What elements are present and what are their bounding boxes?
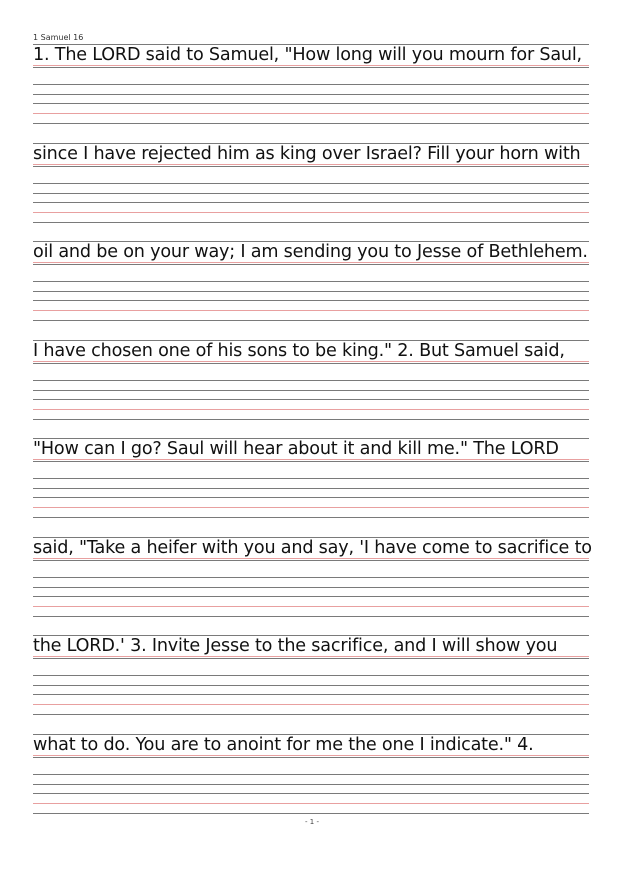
red-guide-line xyxy=(33,310,589,311)
gray-guide-line xyxy=(33,390,589,391)
gray-guide-line xyxy=(33,84,589,85)
practice-line xyxy=(33,241,589,321)
gray-guide-line xyxy=(33,94,589,95)
gray-guide-line xyxy=(33,300,589,301)
gray-guide-line xyxy=(33,784,589,785)
gray-guide-line xyxy=(33,103,589,104)
gray-guide-line xyxy=(33,488,589,489)
gray-guide-line xyxy=(33,694,589,695)
gray-guide-line xyxy=(33,757,589,758)
red-guide-line xyxy=(33,803,589,804)
verse-text: the LORD.' 3. Invite Jesse to the sacrifice, and I will show you xyxy=(33,636,558,656)
red-guide-line xyxy=(33,113,589,114)
red-guide-line xyxy=(33,409,589,410)
gray-guide-line xyxy=(33,714,589,715)
page-number: - 1 - xyxy=(305,818,319,826)
gray-guide-line xyxy=(33,320,589,321)
gray-guide-line xyxy=(33,399,589,400)
gray-guide-line xyxy=(33,616,589,617)
gray-guide-line xyxy=(33,813,589,814)
verse-text: "How can I go? Saul will hear about it and kill me." The LORD xyxy=(33,439,559,459)
verse-text: since I have rejected him as king over Israel? Fill your horn with xyxy=(33,144,581,164)
gray-guide-line xyxy=(33,264,589,265)
gray-guide-line xyxy=(33,793,589,794)
gray-guide-line xyxy=(33,675,589,676)
gray-guide-line xyxy=(33,291,589,292)
gray-guide-line xyxy=(33,587,589,588)
red-guide-line xyxy=(33,606,589,607)
gray-guide-line xyxy=(33,380,589,381)
practice-line xyxy=(33,734,589,814)
gray-guide-line xyxy=(33,596,589,597)
red-guide-line xyxy=(33,507,589,508)
gray-guide-line xyxy=(33,363,589,364)
red-guide-line xyxy=(33,212,589,213)
verse-text: what to do. You are to anoint for me the one I indicate." 4. xyxy=(33,735,534,755)
gray-guide-line xyxy=(33,123,589,124)
page-header: 1 Samuel 16 xyxy=(33,33,84,42)
gray-guide-line xyxy=(33,193,589,194)
gray-guide-line xyxy=(33,166,589,167)
red-guide-line xyxy=(33,704,589,705)
verse-text: 1. The LORD said to Samuel, "How long will you mourn for Saul, xyxy=(33,45,582,65)
gray-guide-line xyxy=(33,774,589,775)
gray-guide-line xyxy=(33,461,589,462)
gray-guide-line xyxy=(33,685,589,686)
verse-text: said, "Take a heifer with you and say, 'I have come to sacrifice to xyxy=(33,538,592,558)
gray-guide-line xyxy=(33,222,589,223)
practice-line xyxy=(33,537,592,617)
gray-guide-line xyxy=(33,658,589,659)
practice-line xyxy=(33,143,589,223)
gray-guide-line xyxy=(33,497,589,498)
practice-line xyxy=(33,340,589,420)
verse-text: I have chosen one of his sons to be king." 2. But Samuel said, xyxy=(33,341,565,361)
gray-guide-line xyxy=(33,478,589,479)
gray-guide-line xyxy=(33,202,589,203)
practice-line xyxy=(33,438,589,518)
practice-line xyxy=(33,44,589,124)
practice-line xyxy=(33,635,589,715)
gray-guide-line xyxy=(33,577,589,578)
gray-guide-line xyxy=(33,517,589,518)
gray-guide-line xyxy=(33,281,589,282)
gray-guide-line xyxy=(33,560,589,561)
verse-text: oil and be on your way; I am sending you to Jesse of Bethlehem. xyxy=(33,242,588,262)
gray-guide-line xyxy=(33,183,589,184)
gray-guide-line xyxy=(33,419,589,420)
gray-guide-line xyxy=(33,67,589,68)
